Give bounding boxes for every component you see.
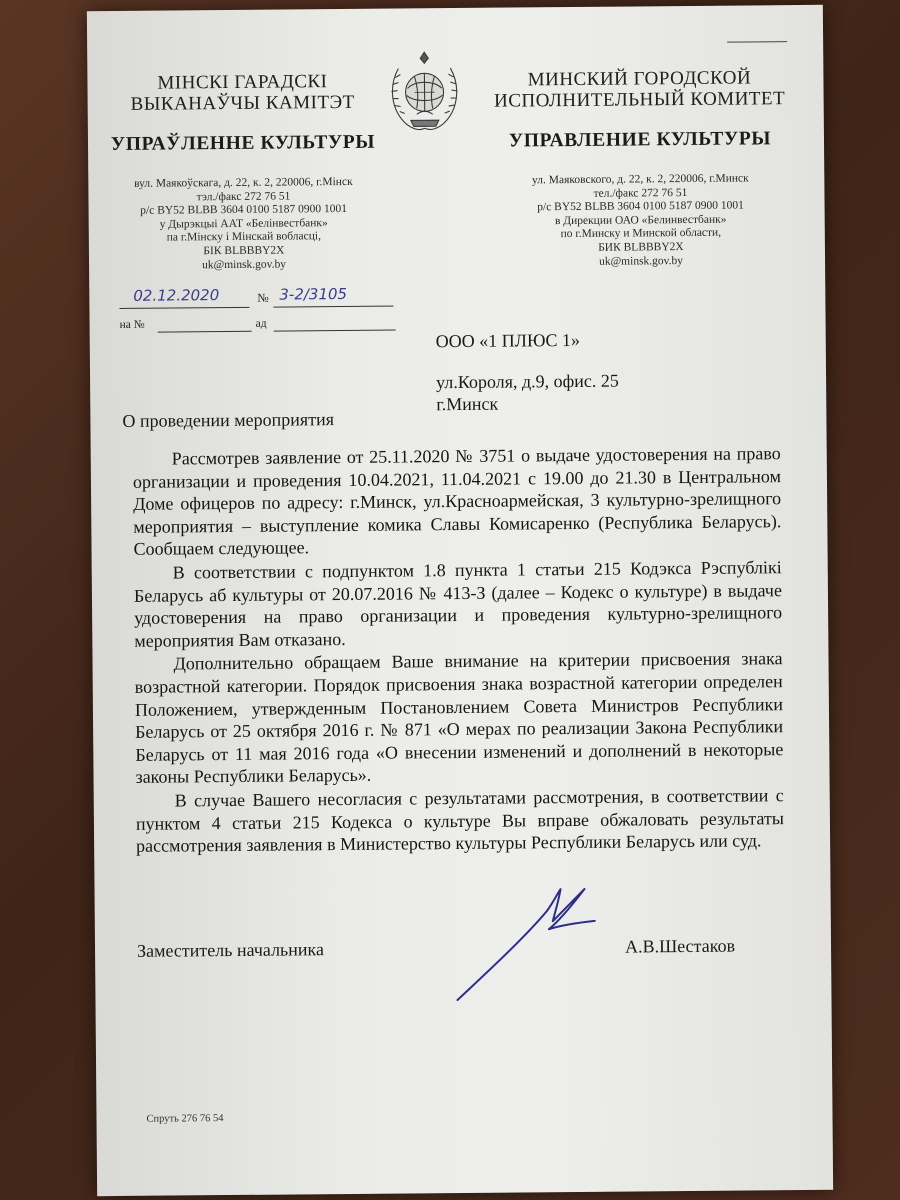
address-line: р/с BY52 BLBB 3604 0100 5187 0900 1001 [537, 199, 744, 214]
dept-name-ru: УПРАВЛЕНИЕ КУЛЬТУРЫ [508, 128, 772, 152]
recipient-name: ООО «1 ПЛЮС 1» [435, 329, 581, 352]
letter-page [87, 5, 833, 1196]
body-paragraph: Дополнительно обращаем Ваше внимание на критерии присвоения знака возрастной категории. Порядок присвоения знака возрастной категории определен Положением, утвержденным Постановлением Совета Министров Республики Беларусь от 25 октября 2016 г. № 871 «О мерах по реализации Закона Республики Беларусь от 11 мая 2016 года «О внесении изменений и дополнений в некоторые законы Республики Беларусь». [134, 648, 784, 788]
state-emblem-icon [384, 48, 465, 135]
recipient-city: г.Минск [436, 393, 499, 415]
body-paragraph: В соответствии с подпунктом 1.8 пункта 1 статьи 215 Кодэкса Рэспублікі Беларусь аб культуры от 20.07.2016 № 413-З (далее – Кодекс о культуре) в выдаче удостоверения на право организации и проведения культурно-зрелищного мероприятия Вам отказано. [133, 557, 783, 651]
letter-subject: О проведении мероприятия [122, 409, 335, 431]
address-line: у Дырэкцыі ААТ «Белінвестбанк» [159, 216, 328, 231]
address-line: БИК BLBBBY2X [598, 241, 684, 254]
reg-date-handwritten: 02.12.2020 [133, 286, 220, 305]
reg-number-handwritten: 3-2/3105 [279, 284, 348, 304]
address-line: БІК BLBBBY2X [203, 244, 285, 258]
ref-number-label: на № [119, 318, 145, 331]
dept-name-be: УПРАЎЛЕННЕ КУЛЬТУРЫ [110, 131, 376, 156]
reg-number-field [273, 284, 393, 308]
address-line: в Дирекции ОАО «Белинвестбанк» [554, 213, 727, 227]
ref-date-field [274, 318, 396, 332]
signatory-name: А.В.Шестаков [624, 935, 736, 957]
org-name-line2-ru: ИСПОЛНИТЕЛЬНЫЙ КОМИТЕТ [494, 88, 786, 112]
body-paragraph: В случае Вашего несогласия с результатами рассмотрения, в соответствии с пунктом 4 статьи 215 Кодекса о культуре Вы вправе обжаловать результаты рассмотрения заявления в Министерство культуры Республики Беларусь или суд. [135, 785, 784, 856]
ref-number-field [158, 319, 252, 333]
reg-number-label: № [257, 290, 269, 305]
reg-date-field [119, 286, 249, 309]
address-block-ru [490, 172, 791, 270]
address-line: вул. Маякоўскага, д. 22, к. 2, 220006, г.Мінск [134, 175, 353, 190]
org-name-line1-be: МІНСКІ ГАРАДСКІ [157, 71, 328, 94]
header-left [107, 71, 379, 274]
address-line: па г.Мінску і Мінскай вобласці, [166, 230, 322, 244]
org-name-line1-ru: МИНСКИЙ ГОРОДСКОЙ [527, 67, 752, 91]
address-line: р/с BY52 BLBB 3604 0100 5187 0900 1001 [140, 203, 347, 217]
address-line: uk@minsk.gov.by [202, 258, 287, 271]
ref-date-label: ад [255, 317, 267, 330]
address-line: по г.Минску и Минской области, [560, 227, 722, 241]
corner-mark-line [727, 41, 787, 43]
header-right [489, 67, 791, 270]
recipient-block [436, 327, 777, 415]
address-line: uk@minsk.gov.by [599, 254, 684, 268]
handwritten-signature [444, 877, 605, 1008]
body-paragraph: Рассмотрев заявление от 25.11.2020 № 3751 о выдаче удостоверения на право организации и проведения 10.04.2021, 11.04.2021 с 19.00 до 21.30 в Центральном Доме офицеров по адресу: г.Минск, ул.Красноармейская, 3 культурно-зрелищного мероприятия – выступление комика Славы Комисаренко (Республика Беларусь). Сообщаем следующее. [132, 443, 782, 560]
address-block-be [108, 176, 379, 274]
executor-note: Спруть 276 76 54 [146, 1113, 224, 1125]
recipient-street: ул.Короля, д.9, офис. 25 [436, 370, 619, 393]
address-line: ул. Маяковского, д. 22, к. 2, 220006, г.Минск [531, 172, 749, 187]
address-line: тел./факс 272 76 51 [593, 186, 688, 200]
letter-body [133, 442, 785, 857]
signatory-position: Заместитель начальника [136, 939, 325, 961]
address-line: тэл./факс 272 76 51 [196, 190, 291, 203]
org-name-line2-be: ВЫКАНАЎЧЫ КАМІТЭТ [130, 91, 355, 115]
